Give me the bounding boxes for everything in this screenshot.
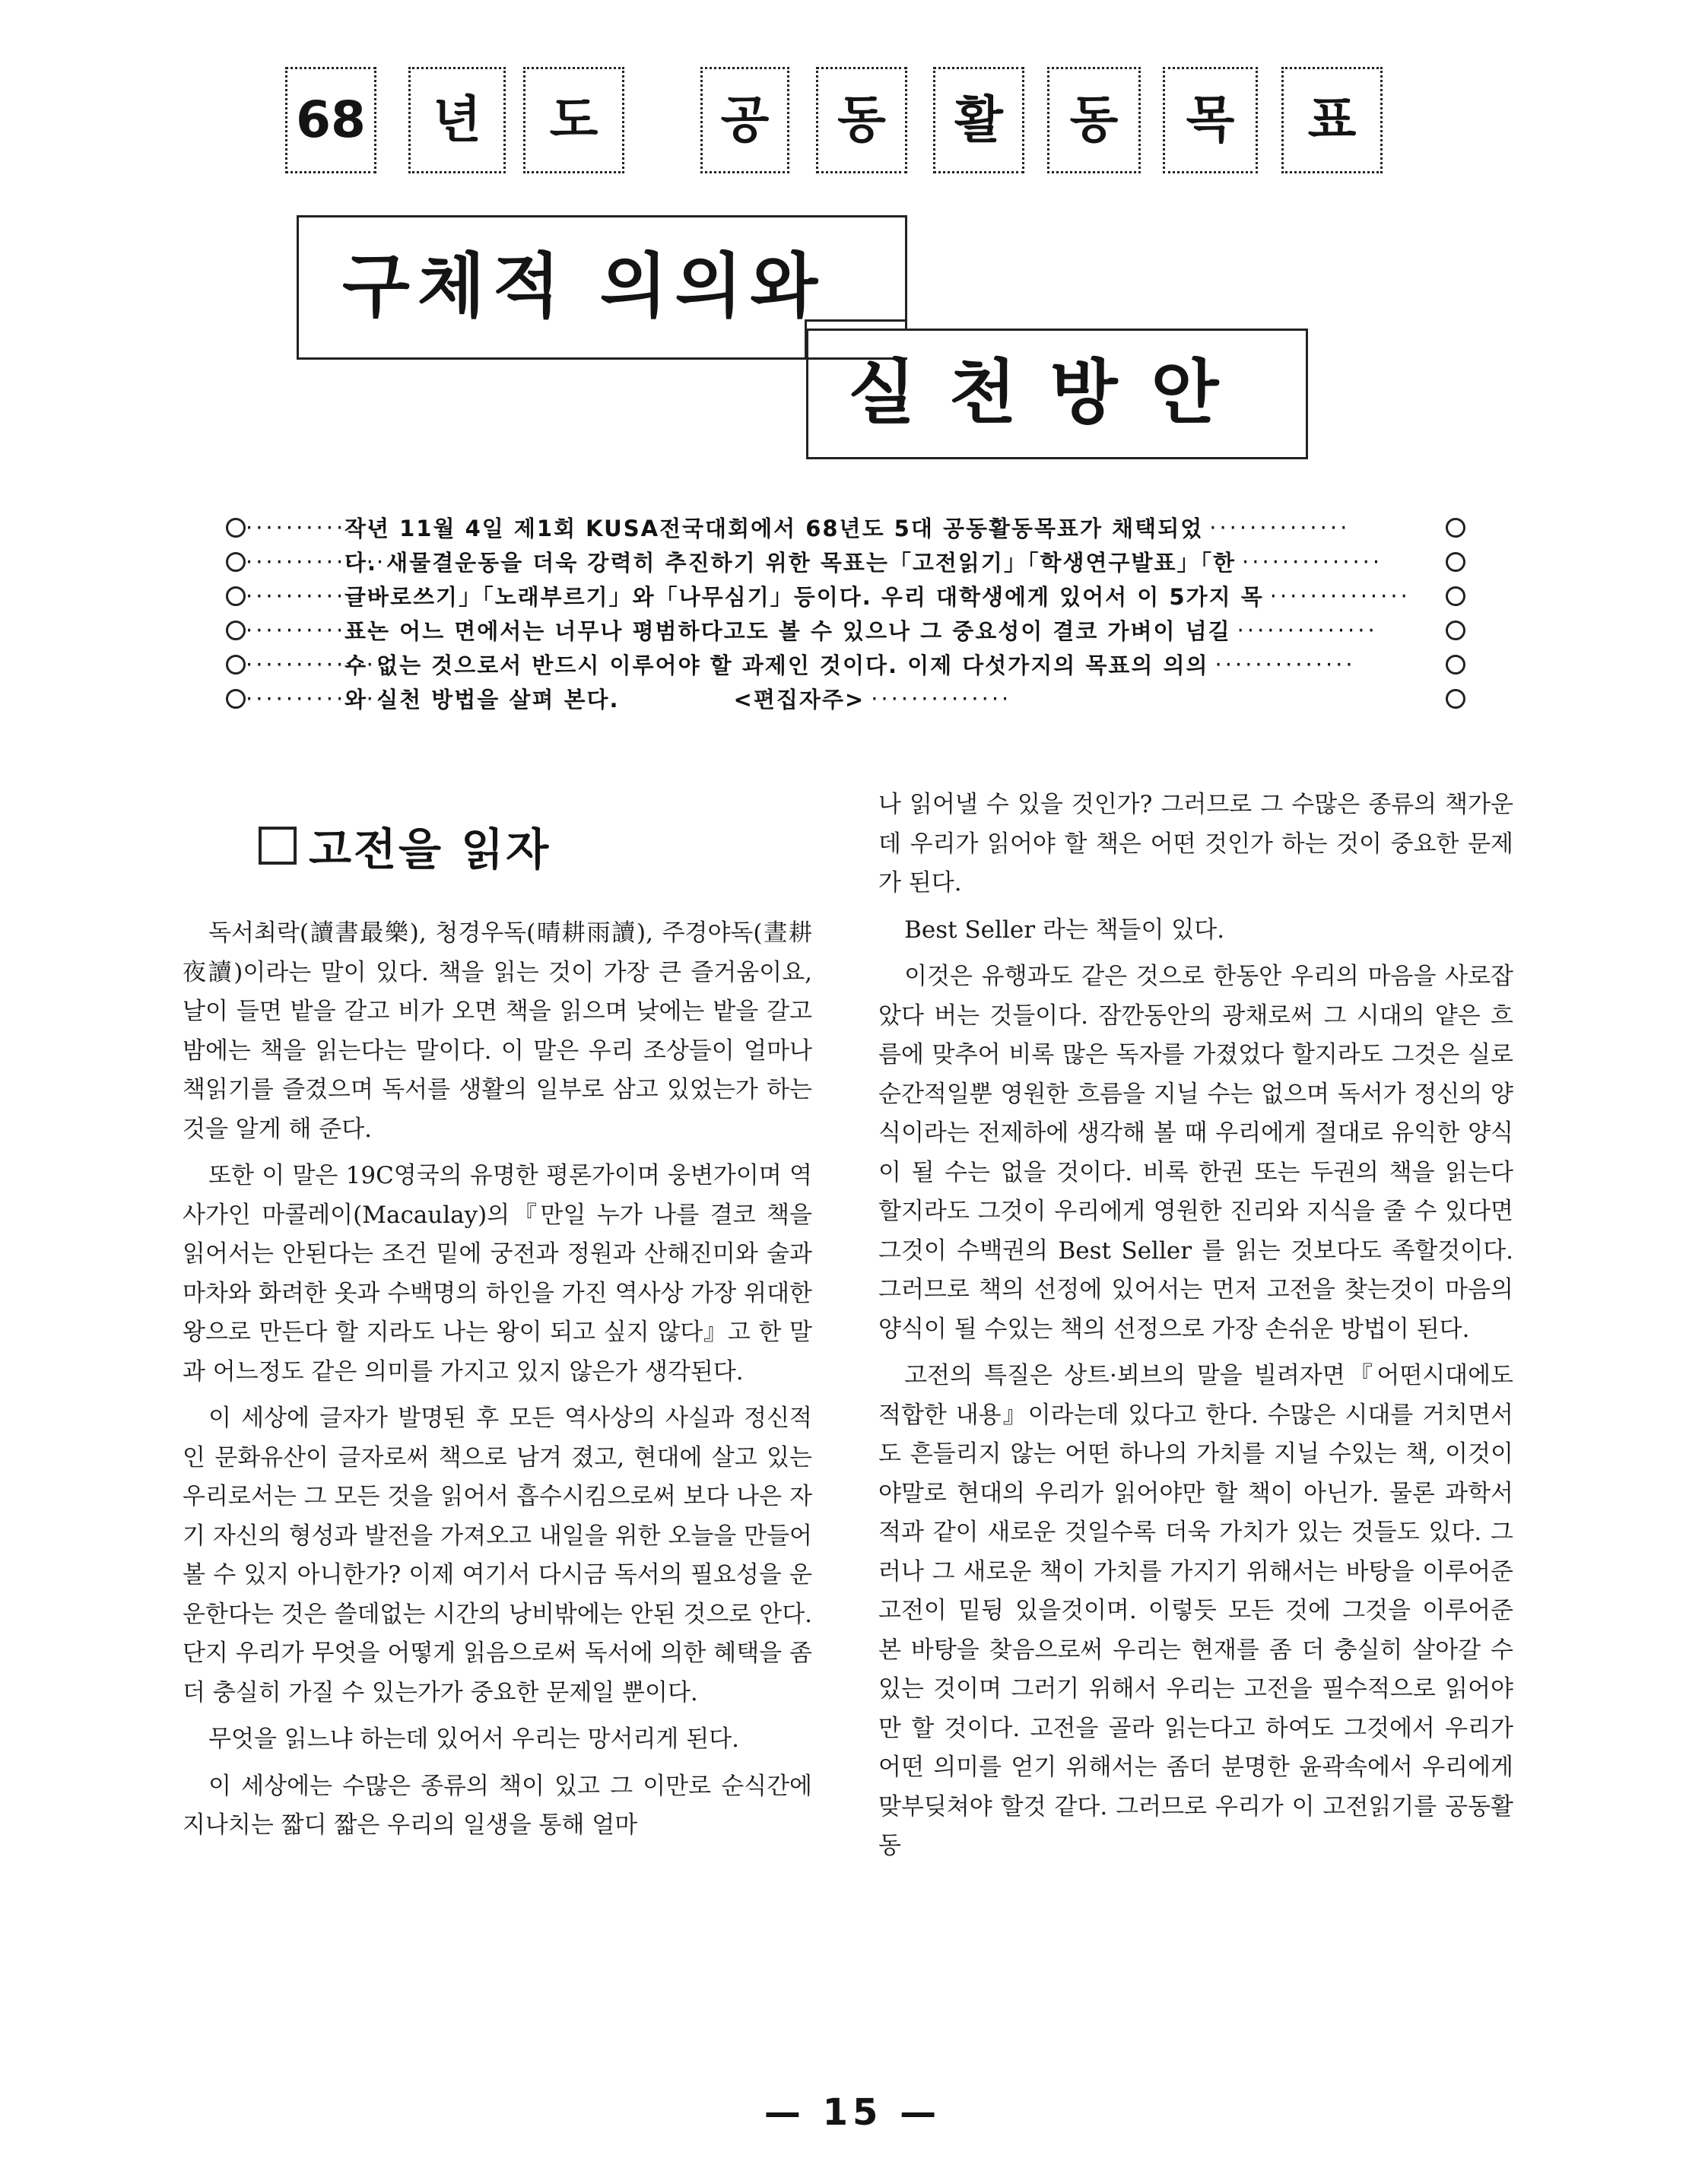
title-frame-divider <box>905 215 907 329</box>
paragraph: 나 읽어낼 수 있을 것인가? 그러므로 그 수많은 종류의 책가운데 우리가 읽어야 할 책은 어떤 것인가 하는 것이 중요한 문제가 된다. <box>878 791 1513 897</box>
banner-char-box: 년 <box>408 67 506 173</box>
intro-line: ·············· 와 실천 방법을 살펴 본다. <편집자주> ·············· <box>226 682 1465 715</box>
main-title-line2: 실천방안 <box>848 351 1253 433</box>
square-bullet-icon <box>259 827 297 865</box>
circle-bullet-icon <box>1446 586 1465 606</box>
circle-bullet-icon <box>226 518 246 538</box>
circle-bullet-icon <box>1446 689 1465 709</box>
banner-char-box: 68 <box>285 67 376 173</box>
paragraph: 무엇을 읽느냐 하는데 있어서 우리는 망서리게 된다. <box>208 1725 739 1753</box>
paragraph: Best Seller 라는 책들이 있다. <box>904 916 1225 944</box>
editor-intro <box>226 511 1465 716</box>
circle-bullet-icon <box>226 689 246 709</box>
left-column <box>183 914 812 1853</box>
paragraph: 독서최락(讀書最樂), 청경우독(晴耕雨讀), 주경야독(晝耕夜讀)이라는 말이 있다. 책을 읽는 것이 가장 큰 즐거움이요, 날이 들면 밭을 갈고 비가 오면 책을 읽으며 낮에는 밭을 갈고 밤에는 책을 읽는다는 말이다. 이 말은 우리 조상들이 얼마나 책읽기를 즐겼으며 독서를 생활의 일부로 삼고 있었는가 하는 것을 알게 해 준다. <box>183 919 812 1143</box>
banner-title <box>285 67 1384 175</box>
banner-char-box: 공 <box>700 67 789 173</box>
right-column <box>878 786 1513 1874</box>
intro-line: ·············· 작년 11월 4일 제1회 KUSA전국대회에서 68년도 5대 공동활동목표가 채택되었 ·············· <box>226 511 1465 544</box>
intro-line: ·············· 글바로쓰기」「노래부르기」와「나무심기」등이다. 우리 대학생에게 있어서 이 5가지 목 ·············· <box>226 579 1465 612</box>
main-title-line1: 구체적 의의와 <box>342 245 826 327</box>
paragraph: 이것은 유행과도 같은 것으로 한동안 우리의 마음을 사로잡았다 버는 것들이다. 잠깐동안의 광채로써 그 시대의 얕은 흐름에 맞추어 비록 많은 독자를 가졌었다 할지라도 그것은 실로 순간적일뿐 영원한 흐름을 지닐 수는 없으며 독서가 정신의 양식이라는 전제하에 생각해 볼 때 우리에게 절대로 유익한 양식이 될 수는 없을 것이다. 비록 한권 또는 두권의 책을 읽는다 할지라도 그것이 우리에게 영원한 진리와 지식을 줄 수 있다면 그것이 수백권의 Best Seller 를 읽는 것보다도 족할것이다. 그러므로 책의 선정에 있어서는 먼저 고전을 찾는것이 마음의 양식이 될 수있는 책의 선정으로 가장 손쉬운 방법이 된다. <box>878 963 1513 1343</box>
page-number: — 15 — <box>764 2091 941 2134</box>
banner-char-box: 목 <box>1163 67 1258 173</box>
section-heading <box>259 814 551 878</box>
banner-char-box: 동 <box>1047 67 1141 173</box>
banner-char-box: 도 <box>523 67 624 173</box>
banner-char-box: 활 <box>933 67 1024 173</box>
paragraph: 또한 이 말은 19C영국의 유명한 평론가이며 웅변가이며 역사가인 마콜레이(Macaulay)의『만일 누가 나를 결코 책을 읽어서는 안된다는 조건 밑에 궁전과 정원과 산해진미와 술과 마차와 화려한 옷과 수백명의 하인을 가진 역사상 가장 위대한 왕으로 만든다 할 지라도 나는 왕이 되고 싶지 않다』고 한 말과 어느정도 같은 의미를 가지고 있지 않은가 생각된다. <box>183 1162 812 1386</box>
circle-bullet-icon <box>226 586 246 606</box>
intro-line: ·············· 표는 어느 면에서는 너무나 평범하다고도 볼 수 있으나 그 중요성이 결코 가벼이 넘길 ·············· <box>226 614 1465 646</box>
circle-bullet-icon <box>226 552 246 572</box>
section-title: 고전을 읽자 <box>309 824 551 875</box>
paragraph: 이 세상에는 수많은 종류의 책이 있고 그 이만로 순식간에 지나치는 짧디 짧은 우리의 일생을 통해 얼마 <box>183 1772 812 1839</box>
paragraph: 고전의 특질은 상트·뵈브의 말을 빌려자면『어떤시대에도 적합한 내용』이라는데 있다고 한다. 수많은 시대를 거치면서도 흔들리지 않는 어떤 하나의 가치를 지닐 수있는 책, 이것이야말로 현대의 우리가 읽어야만 할 책이 아닌가. 물론 과학서적과 같이 새로운 것일수록 더욱 가치가 있는 것들도 있다. 그러나 그 새로운 책이 가치를 가지기 위해서는 바탕을 이루어준 고전이 밑뒹 있을것이며. 이렇듯 모든 것에 그것을 이루어준 본 바탕을 찾음으로써 우리는 현재를 좀 더 충실히 살아갈 수 있는 것이며 그러기 위해서 우리는 고전을 필수적으로 읽어야만 할 것이다. 고전을 골라 읽는다고 하여도 그것에서 우리가 어떤 의미를 얻기 위해서는 좀더 분명한 윤곽속에서 우리에게 맞부딪쳐야 할것 같다. 그러므로 우리가 이 고전읽기를 공동활동 <box>878 1362 1513 1859</box>
circle-bullet-icon <box>1446 518 1465 538</box>
circle-bullet-icon <box>1446 552 1465 572</box>
banner-char-box: 표 <box>1281 67 1383 173</box>
circle-bullet-icon <box>1446 655 1465 675</box>
editor-note: <편집자주> <box>733 687 865 713</box>
circle-bullet-icon <box>1446 621 1465 640</box>
circle-bullet-icon <box>226 621 246 640</box>
intro-line: ·············· 수 없는 것으로서 반드시 이루어야 할 과제인 것이다. 이제 다섯가지의 목표의 의의 ·············· <box>226 648 1465 681</box>
paragraph: 이 세상에 글자가 발명된 후 모든 역사상의 사실과 정신적인 문화유산이 글자로써 책으로 남겨 졌고, 현대에 살고 있는 우리로서는 그 모든 것을 읽어서 흡수시킴으로써 보다 나은 자기 자신의 형성과 발전을 가져오고 내일을 위한 오늘을 만들어 볼 수 있지 아니한가? 이제 여기서 다시금 독서의 필요성을 운운한다는 것은 쓸데없는 시간의 낭비밖에는 안된 것으로 안다. 단지 우리가 무엇을 어떻게 읽음으로써 독서에 의한 혜택을 좀 더 충실히 가질 수 있는가가 중요한 문제일 뿐이다. <box>183 1405 812 1706</box>
banner-char-box: 동 <box>816 67 907 173</box>
circle-bullet-icon <box>226 655 246 675</box>
intro-line: ·············· 다. 새물결운동을 더욱 강력히 추진하기 위한 목표는「고전읽기」「학생연구발표」「한 ·············· <box>226 545 1465 578</box>
